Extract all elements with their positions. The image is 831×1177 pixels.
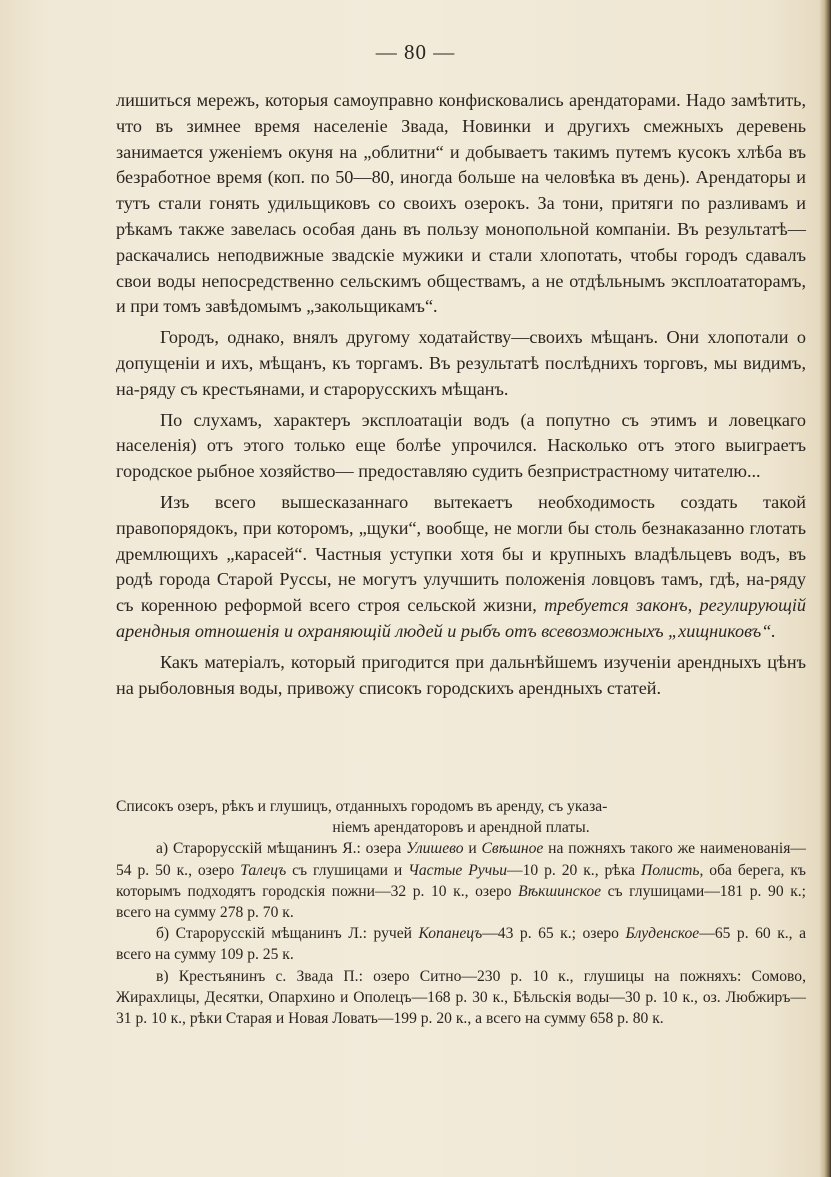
item-b-text-3: —65 р. 60 к., а всего на сумму 109 р. 25 к. bbox=[116, 925, 806, 964]
item-a-text-6: , оба берега, къ которымъ подходятъ городскія пожни—32 р. 10 к., озеро bbox=[116, 861, 806, 900]
item-b-text-1: б) Старорусскій мѣщанинъ Л.: ручей bbox=[156, 925, 419, 943]
item-a-italic-5: Полисть bbox=[640, 861, 700, 879]
page-edge-shadow bbox=[819, 0, 831, 1177]
item-b-italic-1: Копанецъ bbox=[418, 925, 483, 943]
item-a-italic-2: Свѣшное bbox=[481, 840, 544, 858]
list-item-c: в) Крестьянинъ с. Звада П.: озеро Ситно—230 р. 10 к., глушицы на пожняхъ: Сомово, Жирахлицы, Десятки, Опархино и Ополецъ—168 р. 30 к., Бѣльскія воды—30 р. 10 к., оз. Любжиръ—31 р. 10 к., рѣки Старая и Новая Ловать—199 р. 20 к., а всего на сумму 658 р. 80 к. bbox=[116, 967, 806, 1028]
list-item-a bbox=[116, 838, 806, 923]
item-b-text-2: —43 р. 65 к.; озеро bbox=[482, 925, 626, 943]
paragraph-4 bbox=[116, 490, 806, 645]
item-b-italic-2: Блуденское bbox=[625, 925, 700, 943]
item-a-text-2: и bbox=[463, 840, 482, 858]
paragraph-4-italic: требуется законъ, регулирующій арендныя отношенія и охраняющій людей и рыбъ отъ всевозможныхъ „хищниковъ“. bbox=[116, 595, 806, 641]
item-a-text-1: а) Старорусскій мѣщанинъ Я.: озера bbox=[156, 840, 407, 858]
item-a-text-3: на пожняхъ такого же наименованія—54 р. 50 к., озеро bbox=[116, 840, 806, 879]
list-title-line-2: ніемъ арендаторовъ и арендной платы. bbox=[332, 819, 590, 837]
paragraph-1: лишиться мережъ, которыя самоуправно конфисковались арендаторами. Надо замѣтить, что въ зимнее время населеніе Звада, Новинки и другихъ смежныхъ деревень занимается уженіемъ окуня на „облитни“ и добываетъ такимъ путемъ кусокъ хлѣба въ безработное время (коп. по 50—80, иногда больше на человѣка въ день). Арендаторы и тутъ стали гонять удильщиковъ со своихъ озерокъ. За тони, притяги по разливамъ и рѣкамъ также завелась особая дань въ пользу монопольной компаніи. Въ результатѣ—раскачались неподвижные звадскіе мужики и стали хлопотать, чтобы городъ сдавалъ свои воды непосредственно сельскимъ обществамъ, а не отдѣльнымъ эксплоататорамъ, и при томъ завѣдомымъ „закольщикамъ“. bbox=[116, 90, 806, 317]
item-a-italic-6: Вѣкшинское bbox=[518, 882, 602, 900]
list-title-line-1: Списокъ озеръ, рѣкъ и глушицъ, отданныхъ городомъ въ аренду, съ указа- bbox=[116, 798, 608, 815]
item-a-text-7: съ глушицами—181 р. 90 к.; всего на сумму 278 р. 70 к. bbox=[116, 882, 806, 922]
lease-list bbox=[116, 796, 806, 1029]
list-item-b bbox=[116, 923, 806, 965]
item-a-italic-3: Талецъ bbox=[240, 861, 287, 879]
paragraph-2: Городъ, однако, внялъ другому ходатайству—своихъ мѣщанъ. Они хлопотали о допущеніи и ихъ, мѣщанъ, къ торгамъ. Въ результатѣ послѣднихъ торговъ, мы видимъ, на-ряду съ крестьянами, и старорусскихъ мѣщанъ. bbox=[116, 327, 806, 399]
item-a-text-4: съ глушицами и bbox=[286, 861, 409, 879]
paragraph-4-text: Изъ всего вышесказаннаго вытекаетъ необходимость создать такой правопорядокъ, при которомъ, „щуки“, вообще, не могли бы столь безнаказанно глотать дремлющихъ „карасей“. Частныя уступки хотя бы и крупныхъ владѣльцевъ водъ, въ родѣ города Старой Руссы, не могутъ улучшить положенія ловцовъ тамъ, гдѣ, на-ряду съ коренною реформой всего строя сельской жизни, bbox=[116, 491, 806, 616]
page-number: — 80 — bbox=[375, 40, 456, 64]
paragraph-3: По слухамъ, характеръ эксплоатаціи водъ (а попутно съ этимъ и ловецкаго населенія) отъ этого только еще болѣе упрочился. Насколько отъ этого выиграетъ городское рыбное хозяйство— предоставляю судить безпристрастному читателю... bbox=[116, 409, 806, 482]
item-a-italic-4: Частые Ручьи bbox=[408, 861, 508, 879]
main-text bbox=[116, 88, 806, 701]
paragraph-5: Какъ матеріалъ, который пригодится при дальнѣйшемъ изученіи арендныхъ цѣнъ на рыболовныя воды, привожу списокъ городскихъ арендныхъ статей. bbox=[116, 651, 806, 698]
item-a-italic-1: Улишево bbox=[406, 840, 464, 858]
item-a-text-5: —10 р. 20 к., рѣка bbox=[507, 861, 641, 879]
